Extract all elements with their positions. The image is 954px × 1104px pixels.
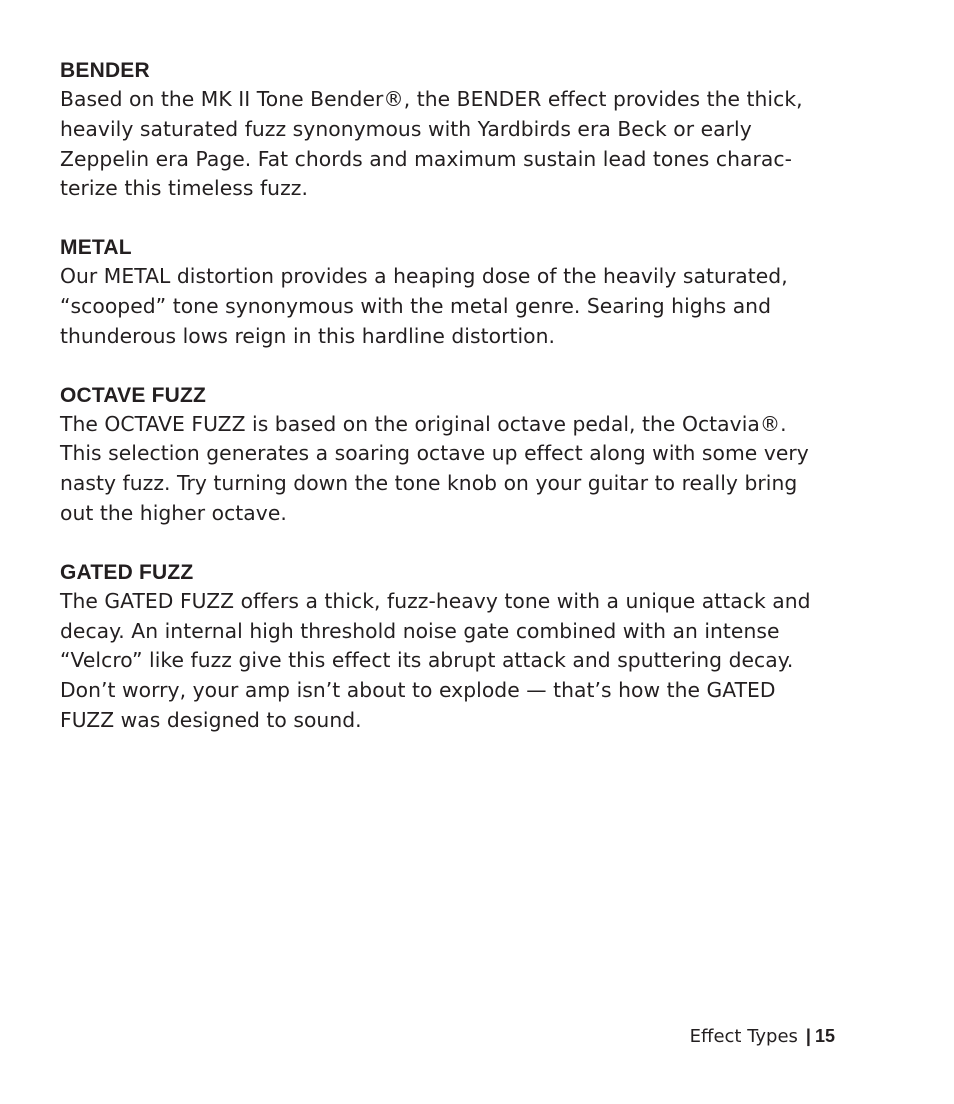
body-line: thunderous lows reign in this hardline distortion. xyxy=(60,323,556,348)
body-line: Zeppelin era Page. Fat chords and maximum sustain lead tones charac- xyxy=(60,146,792,171)
body-line: Based on the MK II Tone Bender®, the BENDER effect provides the thick, xyxy=(60,87,803,111)
body-line: decay. An internal high threshold noise gate combined with an intense xyxy=(60,618,780,643)
section-heading: GATED FUZZ xyxy=(60,560,194,584)
page-footer xyxy=(690,1023,835,1050)
section-heading: METAL xyxy=(60,236,132,260)
body-line: FUZZ was designed to sound. xyxy=(60,707,362,732)
body-line: This selection generates a soaring octave up effect along with some very xyxy=(60,441,809,466)
page-number: 15 xyxy=(814,1026,835,1046)
footer-section-title: Effect Types xyxy=(689,1026,798,1047)
body-line: terize this timeless fuzz. xyxy=(60,176,308,201)
body-line: Don’t worry, your amp isn’t about to explode — that’s how the GATED xyxy=(60,678,776,703)
body-line: “scooped” tone synonymous with the metal genre. Searing highs and xyxy=(60,293,772,318)
section-gated-fuzz xyxy=(60,559,840,736)
footer-separator: | xyxy=(805,1026,811,1046)
body-line: Our METAL distortion provides a heaping dose of the heavily saturated, xyxy=(60,264,788,289)
body-line: out the higher octave. xyxy=(60,500,287,525)
section-body xyxy=(60,262,840,351)
section-body xyxy=(60,410,840,529)
section-body xyxy=(60,587,840,736)
section-metal xyxy=(60,234,840,351)
section-heading: OCTAVE FUZZ xyxy=(60,383,207,407)
page-content xyxy=(60,57,840,766)
section-body xyxy=(60,85,840,204)
body-line: nasty fuzz. Try turning down the tone knob on your guitar to really bring xyxy=(60,471,798,496)
section-heading: BENDER xyxy=(60,59,150,82)
body-line: “Velcro” like fuzz give this effect its abrupt attack and sputtering decay. xyxy=(60,648,794,673)
section-octave-fuzz xyxy=(60,382,840,529)
body-line: The OCTAVE FUZZ is based on the original octave pedal, the Octavia®. xyxy=(60,411,787,436)
body-line: heavily saturated fuzz synonymous with Yardbirds era Beck or early xyxy=(60,116,752,141)
section-bender xyxy=(60,57,840,204)
body-line: The GATED FUZZ offers a thick, fuzz-heavy tone with a unique attack and xyxy=(60,588,811,613)
